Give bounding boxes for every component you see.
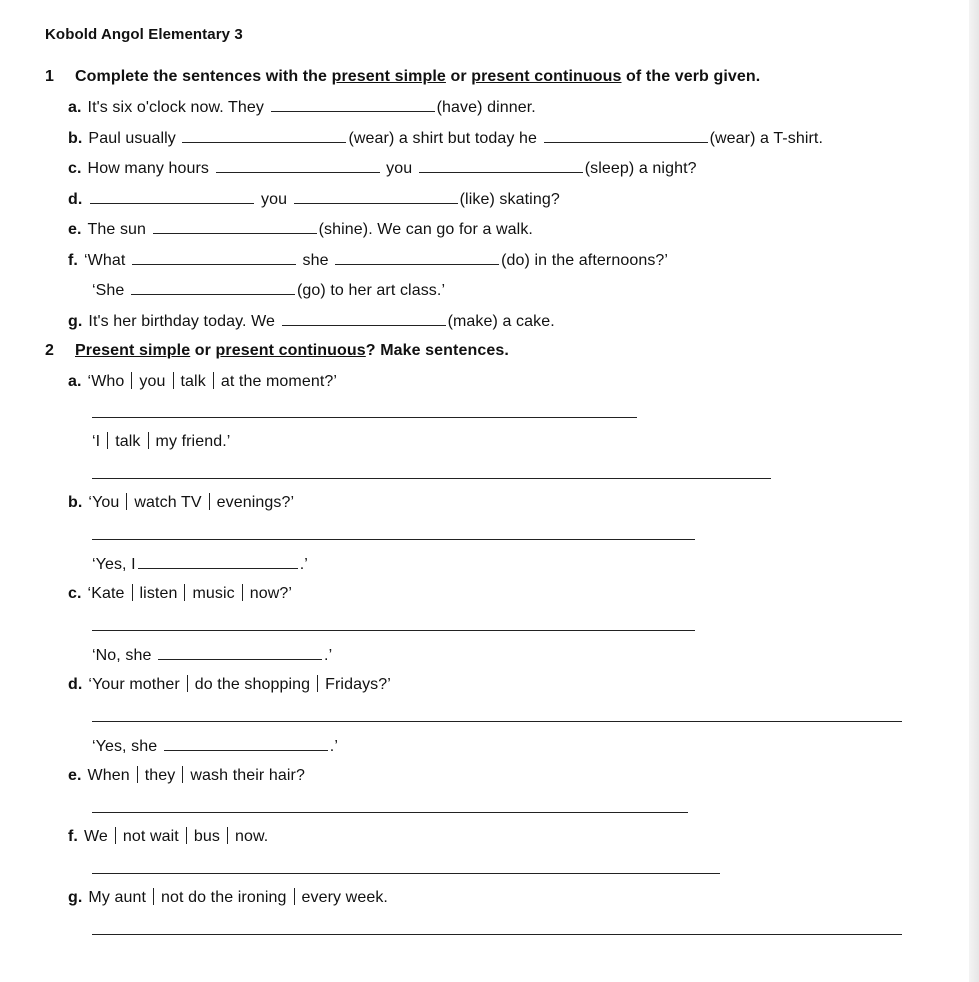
ex1-item-f-reply: ‘She (go) to her art class.’ [92, 282, 446, 299]
answer-blank[interactable] [544, 128, 708, 143]
word-separator [187, 675, 188, 692]
word-separator [209, 493, 210, 510]
worksheet-title: Kobold Angol Elementary 3 [45, 26, 243, 43]
word-separator [173, 372, 174, 389]
writing-line[interactable] [92, 721, 902, 722]
answer-blank[interactable] [271, 97, 435, 112]
ex2-item-b-reply: ‘Yes, I .’ [92, 556, 308, 573]
ex1-item-e: e. The sun (shine). We can go for a walk. [68, 221, 533, 238]
ex1-item-c: c. How many hours you (sleep) a night? [68, 160, 697, 177]
answer-blank[interactable] [132, 250, 296, 265]
word-separator [294, 888, 295, 905]
ex1-item-a: a. It's six o'clock now. They (have) dinner. [68, 99, 536, 116]
ex2-item-c-reply: ‘No, she .’ [92, 647, 333, 664]
word-separator [186, 827, 187, 844]
answer-blank[interactable] [216, 158, 380, 173]
ex2-item-b: b. ‘You watch TV evenings?’ [68, 494, 295, 511]
word-separator [184, 584, 185, 601]
word-separator [213, 372, 214, 389]
answer-blank[interactable] [282, 311, 446, 326]
word-separator [148, 432, 149, 449]
ex2-item-a-reply: ‘I talk my friend.’ [92, 433, 231, 450]
answer-blank[interactable] [335, 250, 499, 265]
ex1-item-b: b. Paul usually (wear) a shirt but today he (wear) a T-shirt. [68, 130, 824, 147]
exercise-1-number: 1 [45, 68, 54, 85]
answer-blank[interactable] [138, 554, 298, 569]
writing-line[interactable] [92, 478, 771, 479]
word-separator [242, 584, 243, 601]
exercise-2-instruction: Present simple or present continuous? Make sentences. [75, 342, 509, 359]
ex2-item-d: d. ‘Your mother do the shopping Fridays?’ [68, 676, 391, 693]
ex2-item-d-reply: ‘Yes, she .’ [92, 738, 338, 755]
ex2-item-g: g. My aunt not do the ironing every week. [68, 889, 388, 906]
word-separator [131, 372, 132, 389]
ex2-item-c: c. ‘Kate listen music now?’ [68, 585, 293, 602]
writing-line[interactable] [92, 630, 695, 631]
word-separator [182, 766, 183, 783]
writing-line[interactable] [92, 417, 637, 418]
word-separator [137, 766, 138, 783]
word-separator [153, 888, 154, 905]
writing-line[interactable] [92, 934, 902, 935]
word-separator [227, 827, 228, 844]
word-separator [126, 493, 127, 510]
word-separator [317, 675, 318, 692]
answer-blank[interactable] [131, 280, 295, 295]
answer-blank[interactable] [158, 645, 322, 660]
answer-blank[interactable] [419, 158, 583, 173]
ex1-item-f: f. ‘What she (do) in the afternoons?’ [68, 252, 669, 269]
ex2-item-a: a. ‘Who you talk at the moment?’ [68, 373, 338, 390]
answer-blank[interactable] [153, 219, 317, 234]
answer-blank[interactable] [294, 189, 458, 204]
writing-line[interactable] [92, 873, 720, 874]
answer-blank[interactable] [164, 736, 328, 751]
exercise-1-instruction: Complete the sentences with the present simple or present continuous of the verb given. [75, 68, 761, 85]
word-separator [107, 432, 108, 449]
writing-line[interactable] [92, 812, 688, 813]
word-separator [115, 827, 116, 844]
page-edge-shadow [969, 0, 979, 982]
ex2-item-e: e. When they wash their hair? [68, 767, 305, 784]
answer-blank[interactable] [90, 189, 254, 204]
exercise-2-number: 2 [45, 342, 54, 359]
word-separator [132, 584, 133, 601]
ex1-item-d: d. you (like) skating? [68, 191, 560, 208]
writing-line[interactable] [92, 539, 695, 540]
ex2-item-f: f. We not wait bus now. [68, 828, 269, 845]
ex1-item-g: g. It's her birthday today. We (make) a cake. [68, 313, 555, 330]
answer-blank[interactable] [182, 128, 346, 143]
